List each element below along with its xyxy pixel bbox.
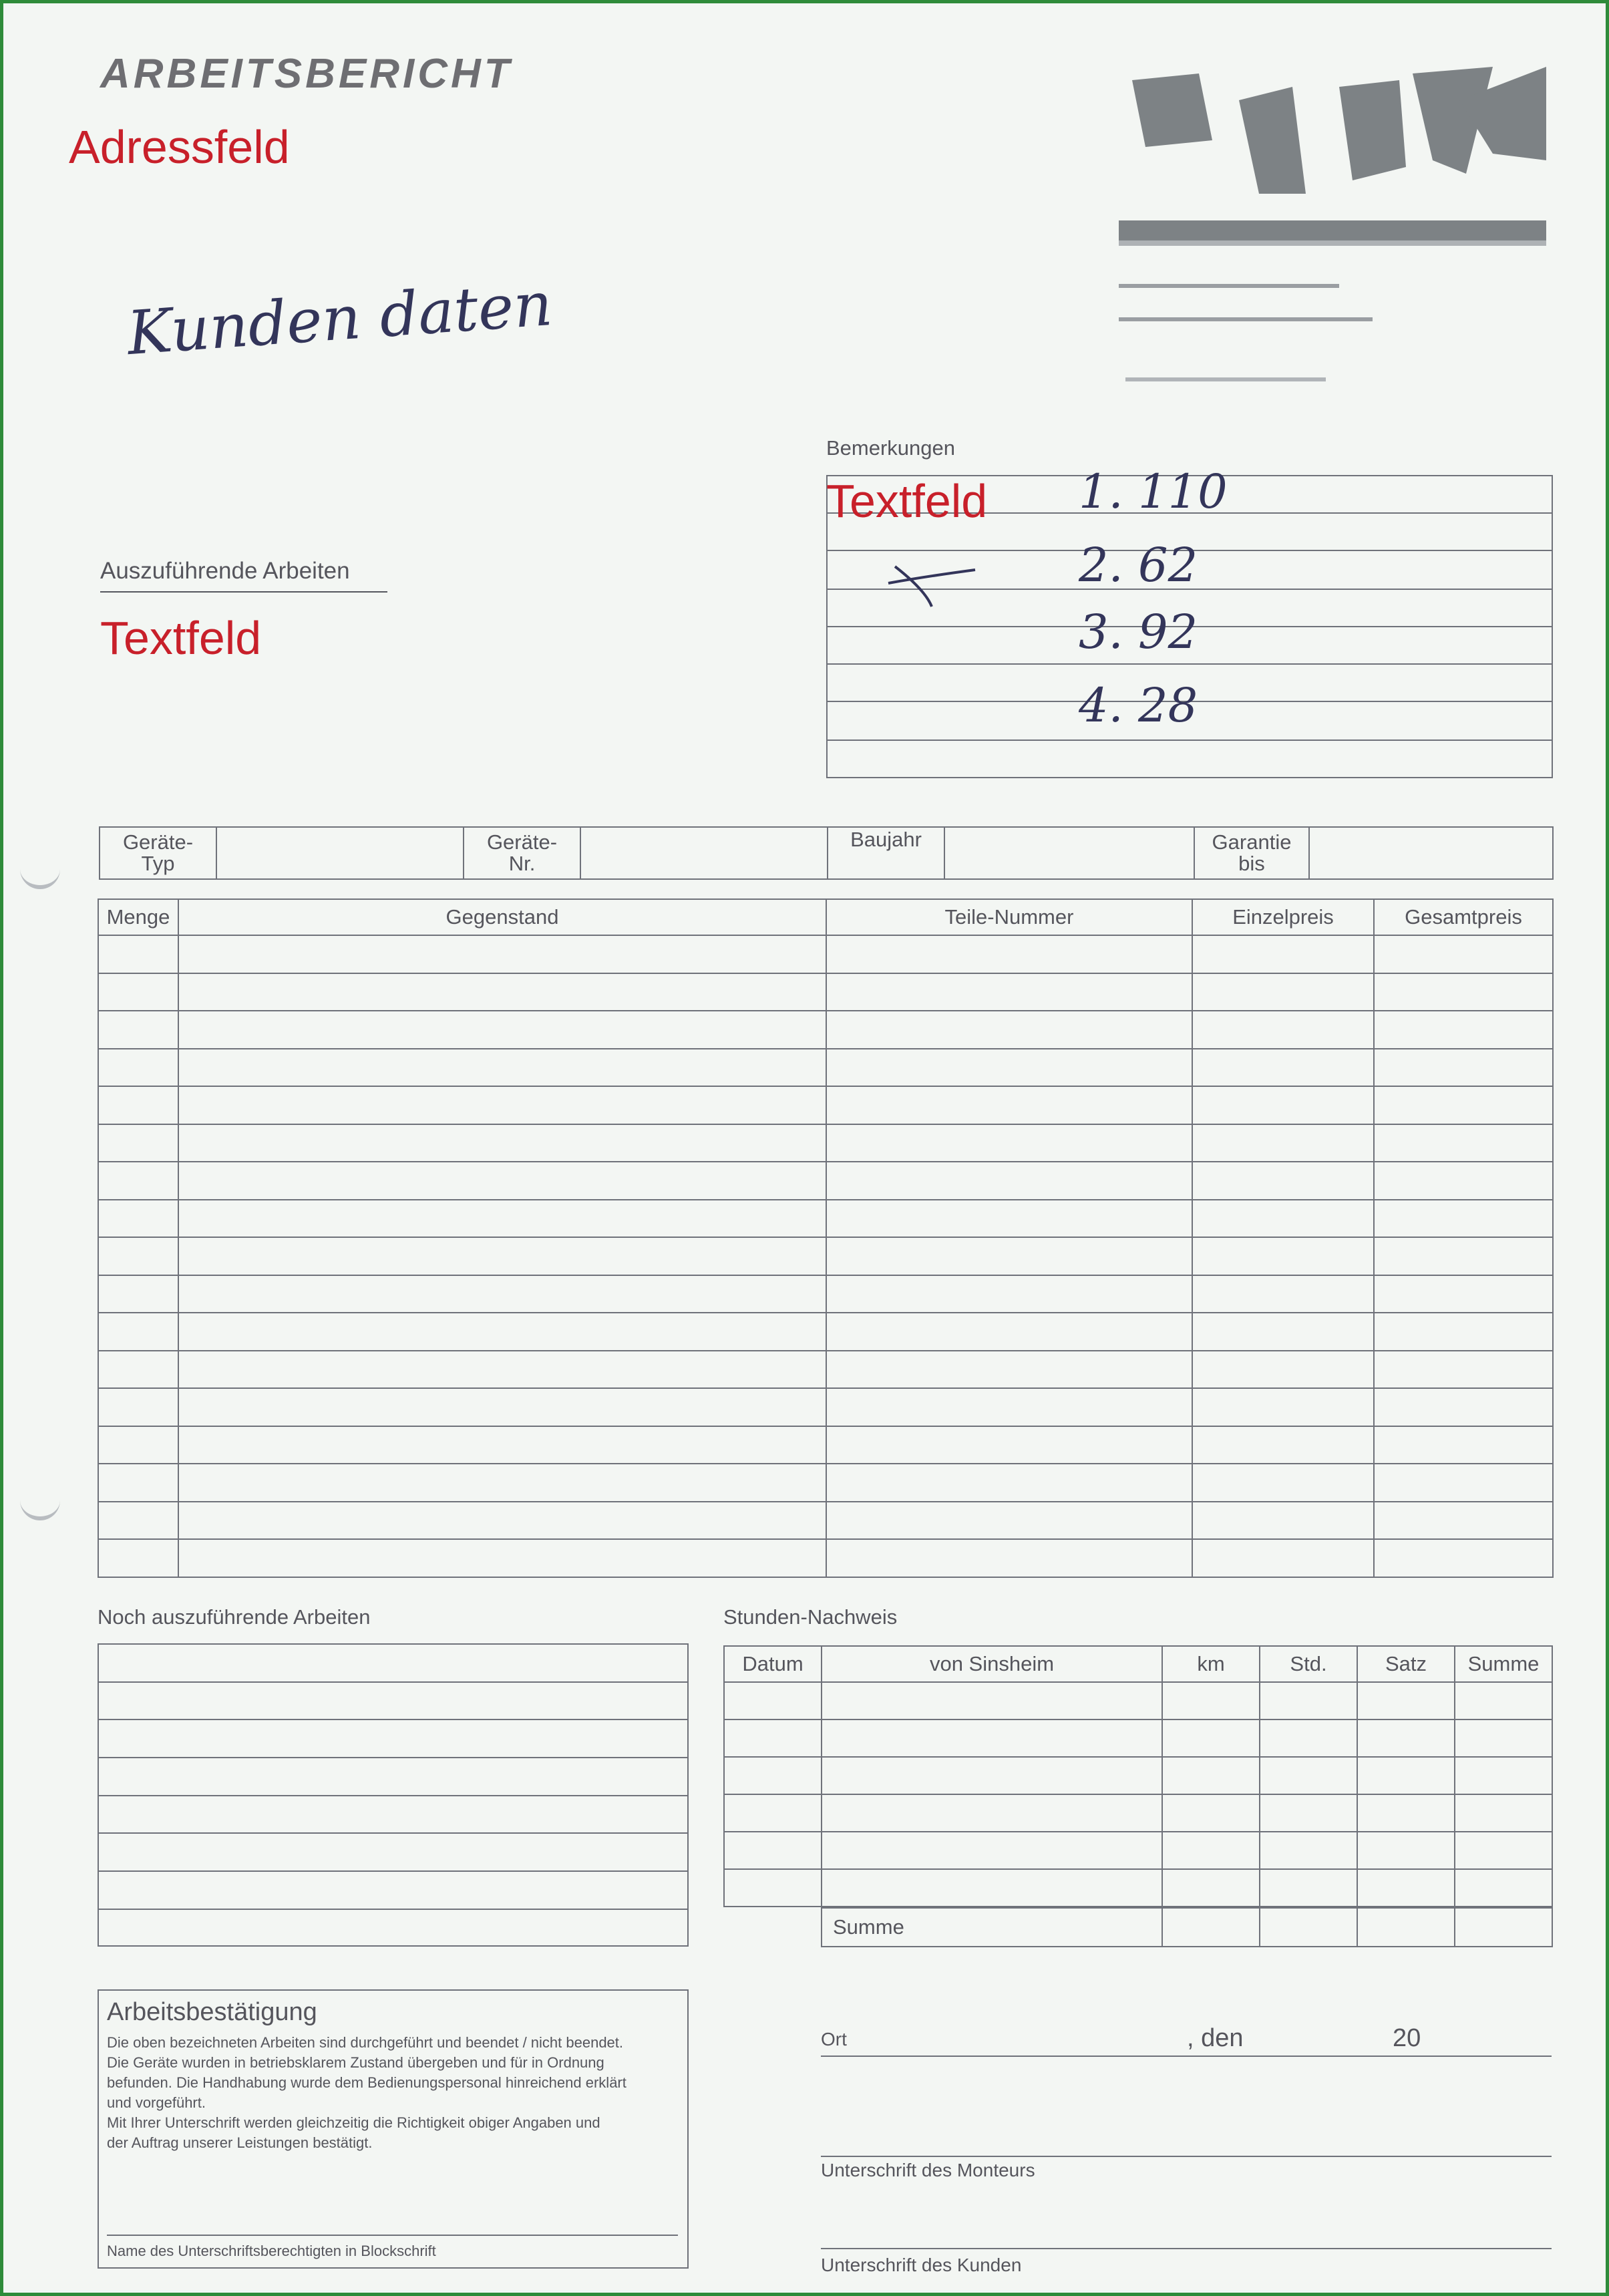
parts-cell[interactable] — [178, 1124, 826, 1162]
col-header-rate: Satz — [1357, 1646, 1455, 1682]
parts-cell[interactable] — [1374, 1313, 1553, 1351]
confirmation-text — [107, 2033, 681, 2153]
confirmation-title: Arbeitsbestätigung — [107, 1998, 317, 2026]
hours-cell[interactable] — [822, 1757, 1162, 1794]
col-header-hours: Std. — [1260, 1646, 1357, 1682]
parts-cell[interactable] — [1374, 1086, 1553, 1124]
hours-cell[interactable] — [1357, 1682, 1455, 1719]
table-row — [98, 1162, 1553, 1200]
parts-cell[interactable] — [178, 1502, 826, 1540]
hours-cell[interactable] — [1357, 1719, 1455, 1757]
hours-cell[interactable] — [822, 1832, 1162, 1869]
device-info-table — [99, 826, 1554, 880]
remarks-textfield-label[interactable]: Textfeld — [826, 475, 988, 527]
build-year-label: Baujahr — [828, 827, 944, 879]
parts-cell[interactable] — [178, 1539, 826, 1577]
parts-cell[interactable] — [1192, 1464, 1374, 1502]
parts-cell[interactable] — [1192, 1011, 1374, 1049]
device-number-label: Geräte- Nr. — [464, 827, 580, 879]
hours-cell[interactable] — [724, 1682, 822, 1719]
parts-cell[interactable] — [1192, 1124, 1374, 1162]
name-signature-line[interactable] — [107, 2235, 678, 2236]
parts-cell[interactable] — [826, 1049, 1192, 1087]
sum-total-cell[interactable] — [1455, 1908, 1552, 1947]
parts-cell[interactable] — [826, 1539, 1192, 1577]
hours-cell[interactable] — [822, 1869, 1162, 1907]
parts-cell[interactable] — [1374, 1426, 1553, 1464]
table-row — [98, 1351, 1553, 1389]
fitter-signature-label: Unterschrift des Monteurs — [821, 2160, 1035, 2180]
parts-cell[interactable] — [98, 1011, 178, 1049]
parts-cell[interactable] — [98, 973, 178, 1011]
confirmation-line: Mit Ihrer Unterschrift werden gleichzeitig die Richtigkeit obiger Angaben und — [107, 2114, 600, 2131]
redacted-address-line — [1119, 284, 1339, 288]
parts-cell[interactable] — [98, 1124, 178, 1162]
confirmation-line: der Auftrag unserer Leistungen bestätigt. — [107, 2134, 373, 2151]
work-label: Auszuführende Arbeiten — [100, 558, 350, 584]
hours-cell[interactable] — [724, 1719, 822, 1757]
hours-cell[interactable] — [1162, 1682, 1260, 1719]
parts-cell[interactable] — [1374, 1351, 1553, 1389]
sum-km-cell[interactable] — [1162, 1908, 1260, 1947]
parts-cell[interactable] — [178, 1011, 826, 1049]
table-row — [98, 1426, 1553, 1464]
customer-signature-line[interactable] — [821, 2248, 1552, 2249]
parts-cell[interactable] — [1374, 935, 1553, 973]
parts-cell[interactable] — [178, 1275, 826, 1313]
hours-cell[interactable] — [1162, 1757, 1260, 1794]
hours-cell[interactable] — [1455, 1794, 1552, 1832]
parts-cell[interactable] — [98, 1049, 178, 1087]
hours-cell[interactable] — [1357, 1869, 1455, 1907]
parts-cell[interactable] — [98, 935, 178, 973]
col-header-part-number: Teile-Nummer — [826, 899, 1192, 935]
hours-cell[interactable] — [1357, 1757, 1455, 1794]
table-row — [98, 1086, 1553, 1124]
form-title: ARBEITSBERICHT — [100, 51, 513, 97]
work-textfield-label[interactable]: Textfeld — [100, 612, 262, 664]
parts-cell[interactable] — [178, 1162, 826, 1200]
device-type-field[interactable] — [216, 827, 464, 879]
parts-cell[interactable] — [98, 1388, 178, 1426]
hours-table — [723, 1645, 1553, 1907]
hours-cell[interactable] — [1455, 1869, 1552, 1907]
place-label: Ort — [821, 2029, 847, 2049]
parts-cell[interactable] — [1374, 1502, 1553, 1540]
parts-cell[interactable] — [1192, 1388, 1374, 1426]
parts-cell[interactable] — [178, 1313, 826, 1351]
hours-cell[interactable] — [1357, 1794, 1455, 1832]
parts-cell[interactable] — [826, 1502, 1192, 1540]
parts-cell[interactable] — [1192, 1426, 1374, 1464]
parts-cell[interactable] — [178, 1086, 826, 1124]
parts-cell[interactable] — [1374, 1049, 1553, 1087]
year-label: 20 — [1393, 2024, 1421, 2052]
handwritten-cross-icon — [885, 563, 978, 610]
table-row — [98, 935, 1553, 973]
hours-cell[interactable] — [1260, 1719, 1357, 1757]
parts-cell[interactable] — [178, 935, 826, 973]
table-row — [98, 1049, 1553, 1087]
punch-hole — [20, 865, 60, 889]
table-row — [724, 1682, 1552, 1719]
col-header-km: km — [1162, 1646, 1260, 1682]
table-row — [98, 1237, 1553, 1275]
parts-cell[interactable] — [178, 1351, 826, 1389]
fitter-signature-line[interactable] — [821, 2156, 1552, 2157]
table-row — [724, 1757, 1552, 1794]
parts-cell[interactable] — [178, 1388, 826, 1426]
confirmation-line: befunden. Die Handhabung wurde dem Bedienungspersonal hinreichend erklärt — [107, 2074, 627, 2091]
parts-cell[interactable] — [98, 1351, 178, 1389]
redacted-address-line — [1119, 317, 1373, 321]
confirmation-line: Die Geräte wurden in betriebsklarem Zustand übergeben und für in Ordnung — [107, 2054, 604, 2071]
hours-cell[interactable] — [1162, 1719, 1260, 1757]
table-row — [724, 1794, 1552, 1832]
col-header-route: von Sinsheim — [822, 1646, 1162, 1682]
hours-cell[interactable] — [1162, 1794, 1260, 1832]
confirmation-line: und vorgeführt. — [107, 2094, 206, 2111]
table-row — [98, 973, 1553, 1011]
handwritten-note: 3. 92 — [1079, 605, 1198, 659]
parts-cell[interactable] — [1374, 1200, 1553, 1238]
table-row — [98, 1539, 1553, 1577]
hours-cell[interactable] — [1162, 1869, 1260, 1907]
parts-cell[interactable] — [826, 1313, 1192, 1351]
parts-cell[interactable] — [826, 1351, 1192, 1389]
hours-cell[interactable] — [724, 1757, 822, 1794]
col-header-item: Gegenstand — [178, 899, 826, 935]
build-year-field[interactable] — [944, 827, 1194, 879]
parts-cell[interactable] — [826, 1086, 1192, 1124]
hours-cell[interactable] — [822, 1682, 1162, 1719]
place-date-line[interactable] — [821, 2056, 1552, 2057]
parts-cell[interactable] — [826, 1464, 1192, 1502]
parts-cell[interactable] — [98, 1086, 178, 1124]
hours-cell[interactable] — [822, 1794, 1162, 1832]
table-row — [98, 1124, 1553, 1162]
parts-cell[interactable] — [1374, 1124, 1553, 1162]
warranty-label: Garantie bis — [1194, 827, 1309, 879]
parts-cell[interactable] — [1192, 1539, 1374, 1577]
parts-cell[interactable] — [1374, 1275, 1553, 1313]
hours-label: Stunden-Nachweis — [723, 1605, 898, 1629]
customer-signature-label: Unterschrift des Kunden — [821, 2255, 1022, 2275]
hours-cell[interactable] — [1455, 1832, 1552, 1869]
parts-cell[interactable] — [1374, 1237, 1553, 1275]
table-row — [98, 1502, 1553, 1540]
parts-cell[interactable] — [1374, 1464, 1553, 1502]
parts-cell[interactable] — [826, 1011, 1192, 1049]
name-signature-label: Name des Unterschriftsberechtigten in Blockschrift — [107, 2243, 436, 2259]
parts-cell[interactable] — [178, 1200, 826, 1238]
hours-sum-row — [821, 1907, 1553, 1947]
parts-cell[interactable] — [826, 1388, 1192, 1426]
col-header-date: Datum — [724, 1646, 822, 1682]
table-row — [98, 1464, 1553, 1502]
parts-cell[interactable] — [1374, 973, 1553, 1011]
table-row — [98, 1313, 1553, 1351]
hours-cell[interactable] — [1260, 1682, 1357, 1719]
parts-cell[interactable] — [1192, 935, 1374, 973]
col-header-sum: Summe — [1455, 1646, 1552, 1682]
parts-cell[interactable] — [826, 935, 1192, 973]
hours-cell[interactable] — [1260, 1869, 1357, 1907]
hours-cell[interactable] — [1455, 1682, 1552, 1719]
col-header-quantity: Menge — [98, 899, 178, 935]
parts-cell[interactable] — [826, 1124, 1192, 1162]
parts-cell[interactable] — [98, 1313, 178, 1351]
parts-cell[interactable] — [98, 1464, 178, 1502]
redacted-address-line — [1125, 377, 1326, 381]
handwritten-note: 2. 62 — [1079, 538, 1198, 593]
parts-table — [98, 898, 1554, 1578]
pending-work-label: Noch auszuführende Arbeiten — [98, 1605, 371, 1629]
table-row — [98, 1011, 1553, 1049]
sum-hours-cell[interactable] — [1260, 1908, 1357, 1947]
device-number-field[interactable] — [580, 827, 828, 879]
device-type-label: Geräte- Typ — [100, 827, 216, 879]
parts-cell[interactable] — [1192, 1086, 1374, 1124]
handwritten-note: 1. 110 — [1079, 464, 1228, 519]
col-header-total-price: Gesamtpreis — [1374, 899, 1553, 935]
col-header-unit-price: Einzelpreis — [1192, 899, 1374, 935]
parts-cell[interactable] — [1192, 1275, 1374, 1313]
hours-cell[interactable] — [1260, 1794, 1357, 1832]
handwritten-note: 4. 28 — [1079, 678, 1198, 733]
parts-cell[interactable] — [98, 1275, 178, 1313]
parts-cell[interactable] — [178, 1237, 826, 1275]
table-row — [724, 1719, 1552, 1757]
address-field-label[interactable]: Adressfeld — [69, 121, 290, 173]
parts-cell[interactable] — [98, 1162, 178, 1200]
parts-cell[interactable] — [1192, 1237, 1374, 1275]
redacted-logo — [1119, 60, 1553, 267]
confirmation-line: Die oben bezeichneten Arbeiten sind durchgeführt und beendet / nicht beendet. — [107, 2034, 624, 2051]
table-row — [98, 1200, 1553, 1238]
parts-cell[interactable] — [826, 1162, 1192, 1200]
hours-cell[interactable] — [724, 1794, 822, 1832]
table-row — [98, 1275, 1553, 1313]
parts-cell[interactable] — [98, 1426, 178, 1464]
hours-cell[interactable] — [1455, 1719, 1552, 1757]
parts-cell[interactable] — [98, 1502, 178, 1540]
parts-cell[interactable] — [178, 1464, 826, 1502]
hours-cell[interactable] — [1455, 1757, 1552, 1794]
sum-rate-cell[interactable] — [1357, 1908, 1455, 1947]
parts-cell[interactable] — [1192, 973, 1374, 1011]
table-row — [724, 1869, 1552, 1907]
date-label: , den — [1187, 2024, 1244, 2052]
parts-cell[interactable] — [1374, 1388, 1553, 1426]
parts-cell[interactable] — [1192, 1049, 1374, 1087]
parts-cell[interactable] — [826, 1426, 1192, 1464]
remarks-label: Bemerkungen — [826, 436, 956, 460]
parts-cell[interactable] — [826, 1237, 1192, 1275]
hours-cell[interactable] — [1162, 1832, 1260, 1869]
parts-cell[interactable] — [178, 1049, 826, 1087]
parts-cell[interactable] — [178, 973, 826, 1011]
parts-cell[interactable] — [826, 973, 1192, 1011]
hours-cell[interactable] — [1260, 1832, 1357, 1869]
parts-cell[interactable] — [1374, 1011, 1553, 1049]
parts-cell[interactable] — [178, 1426, 826, 1464]
parts-cell[interactable] — [1192, 1162, 1374, 1200]
hours-cell[interactable] — [724, 1832, 822, 1869]
parts-cell[interactable] — [826, 1200, 1192, 1238]
handwritten-customer-data: Kunden daten — [125, 269, 555, 369]
parts-cell[interactable] — [1192, 1313, 1374, 1351]
parts-cell[interactable] — [1374, 1162, 1553, 1200]
parts-cell[interactable] — [98, 1237, 178, 1275]
table-row — [98, 1388, 1553, 1426]
punch-hole — [20, 1496, 60, 1520]
hours-cell[interactable] — [724, 1869, 822, 1907]
parts-cell[interactable] — [1192, 1200, 1374, 1238]
parts-cell[interactable] — [98, 1200, 178, 1238]
warranty-field[interactable] — [1309, 827, 1553, 879]
parts-cell[interactable] — [1374, 1539, 1553, 1577]
hours-cell[interactable] — [1260, 1757, 1357, 1794]
parts-cell[interactable] — [98, 1539, 178, 1577]
hours-cell[interactable] — [822, 1719, 1162, 1757]
hours-cell[interactable] — [1357, 1832, 1455, 1869]
hours-sum-label: Summe — [822, 1908, 1162, 1947]
table-row — [724, 1832, 1552, 1869]
parts-cell[interactable] — [1192, 1502, 1374, 1540]
parts-cell[interactable] — [826, 1275, 1192, 1313]
parts-cell[interactable] — [1192, 1351, 1374, 1389]
